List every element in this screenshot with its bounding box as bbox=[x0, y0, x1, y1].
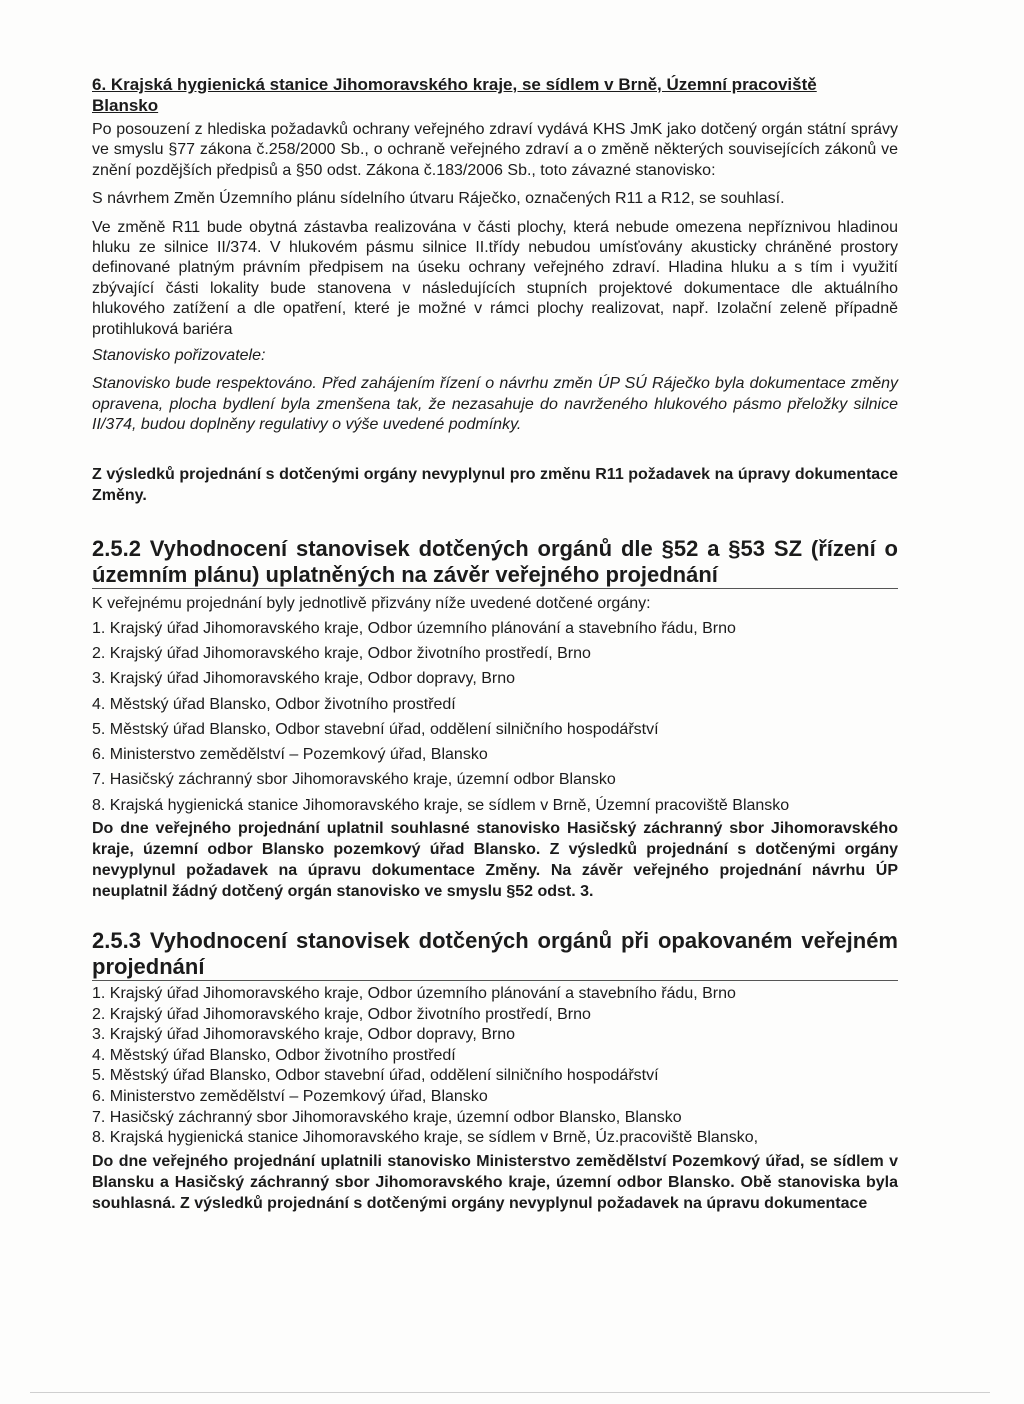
section-2-5-3-title-rule bbox=[92, 928, 898, 981]
list-item: 4. Městský úřad Blansko, Odbor životního prostředí bbox=[92, 695, 456, 713]
page-bottom-edge bbox=[30, 1392, 990, 1393]
section-6-heading-line2: Blansko bbox=[92, 96, 159, 115]
authority-list-2-5-3 bbox=[92, 984, 898, 1149]
section-2-5-2-conclusion: Do dne veřejného projednání uplatnil souhlasné stanovisko Hasičský záchranný sbor Jihomoravského kraje, územní odbor Blansko pozemkový úřad Blansko. Z výsledků projednání s dotčenými orgány nevyplynul požadavek na úpravu dokumentace Změny. Na závěr veřejného projednání návrhu ÚP neuplatnil žádný dotčený orgán stanovisko ve smyslu §52 odst. 3. bbox=[92, 820, 898, 901]
list-item: 4. Městský úřad Blansko, Odbor životního prostředí bbox=[92, 1046, 456, 1064]
list-item: 3. Krajský úřad Jihomoravského kraje, Odbor dopravy, Brno bbox=[92, 1026, 516, 1044]
list-item: 3. Krajský úřad Jihomoravského kraje, Odbor dopravy, Brno bbox=[92, 670, 516, 688]
list-item: 6. Ministerstvo zemědělství – Pozemkový úřad, Blansko bbox=[92, 746, 488, 764]
section-6-consent: S návrhem Změn Územního plánu sídelního útvaru Ráječko, označených R11 a R12, se souhlasí. bbox=[92, 190, 785, 208]
list-item: 1. Krajský úřad Jihomoravského kraje, Odbor územního plánování a stavebního řádu, Brno bbox=[92, 985, 736, 1003]
list-item: 6. Ministerstvo zemědělství – Pozemkový úřad, Blansko bbox=[92, 1088, 488, 1106]
section-6 bbox=[92, 74, 898, 506]
list-item: 5. Městský úřad Blansko, Odbor stavební úřad, oddělení silničního hospodářství bbox=[92, 720, 659, 738]
list-item: 1. Krajský úřad Jihomoravského kraje, Odbor územního plánování a stavebního řádu, Brno bbox=[92, 619, 736, 637]
list-item: 8. Krajská hygienická stanice Jihomoravského kraje, se sídlem v Brně, Územní pracoviště Blansko bbox=[92, 796, 790, 814]
section-6-detail: Ve změně R11 bude obytná zástavba realizována v části plochy, která nebude omezena nepříznivou hladinou hluku ze silnice II/374. V hlukovém pásmu silnice II.třídy nebudou umísťovány akusticky chráněné prostory definované platným právním předpisem na úseku ochrany veřejného zdraví. Hladina hluku a s tím i využití zbývající části lokality bude stanovena v následujících stupních projektové dokumentace dle aktuálního hlukového zatížení a dle opatření, které je možné v rámci plochy realizovat, např. Izolační zeleně případně protihluková bariéra bbox=[92, 218, 898, 338]
authority-list-2-5-2 bbox=[92, 616, 898, 818]
section-6-conclusion: Z výsledků projednání s dotčenými orgány nevyplynul pro změnu R11 požadavek na úpravy dokumentace Změny. bbox=[92, 465, 898, 504]
list-item: 2. Krajský úřad Jihomoravského kraje, Odbor životního prostředí, Brno bbox=[92, 1005, 591, 1023]
section-6-heading-line1: 6. Krajská hygienická stanice Jihomoravského kraje, se sídlem v Brně, Územní pracoviště bbox=[92, 75, 817, 94]
section-2-5-3 bbox=[92, 928, 898, 1214]
section-2-5-2-title-rule bbox=[92, 536, 898, 589]
list-item: 7. Hasičský záchranný sbor Jihomoravského kraje, územní odbor Blansko, Blansko bbox=[92, 1108, 682, 1126]
section-6-heading bbox=[92, 74, 898, 116]
list-item: 5. Městský úřad Blansko, Odbor stavební úřad, oddělení silničního hospodářství bbox=[92, 1067, 659, 1085]
document-page bbox=[92, 74, 898, 1214]
section-2-5-2-intro: K veřejnému projednání byly jednotlivě přizvány níže uvedené dotčené orgány: bbox=[92, 594, 651, 612]
list-item: 7. Hasičský záchranný sbor Jihomoravského kraje, územní odbor Blansko bbox=[92, 771, 616, 789]
position-text: Stanovisko bude respektováno. Před zahájením řízení o návrhu změn ÚP SÚ Ráječko byla dokumentace změny opravena, plocha bydlení byla zmenšena tak, že nezasahuje do navrženého hlukového pásmo přeložky silnice II/374, budou doplněny regulativy o výše uvedené podmínky. bbox=[92, 375, 898, 434]
section-2-5-2 bbox=[92, 536, 898, 902]
section-2-5-2-title: 2.5.2 Vyhodnocení stanovisek dotčených orgánů dle §52 a §53 SZ (řízení o územním plánu) uplatněných na závěr veřejného projednání bbox=[92, 535, 898, 587]
section-2-5-3-conclusion: Do dne veřejného projednání uplatnili stanovisko Ministerstvo zemědělství Pozemkový úřad, se sídlem v Blansku a Hasičský záchranný sbor Jihomoravského kraje, územní odbor Blansko. Obě stanoviska byla souhlasná. Z výsledků projednání s dotčenými orgány nevyplynul požadavek na úpravu dokumentace bbox=[92, 1152, 898, 1212]
section-6-intro: Po posouzení z hlediska požadavků ochrany veřejného zdraví vydává KHS JmK jako dotčený orgán státní správy ve smyslu §77 zákona č.258/2000 Sb., o ochraně veřejného zdraví a o změně některých souvisejících zákonů ve znění pozdějších předpisů a §50 odst. Zákona č.183/2006 Sb., toto závazné stanovisko: bbox=[92, 121, 898, 179]
list-item: 8. Krajská hygienická stanice Jihomoravského kraje, se sídlem v Brně, Úz.pracoviště Blansko, bbox=[92, 1129, 759, 1147]
position-label: Stanovisko pořizovatele: bbox=[92, 347, 266, 365]
list-item: 2. Krajský úřad Jihomoravského kraje, Odbor životního prostředí, Brno bbox=[92, 644, 591, 662]
section-2-5-3-title: 2.5.3 Vyhodnocení stanovisek dotčených orgánů při opakovaném veřejném projednání bbox=[92, 928, 898, 980]
